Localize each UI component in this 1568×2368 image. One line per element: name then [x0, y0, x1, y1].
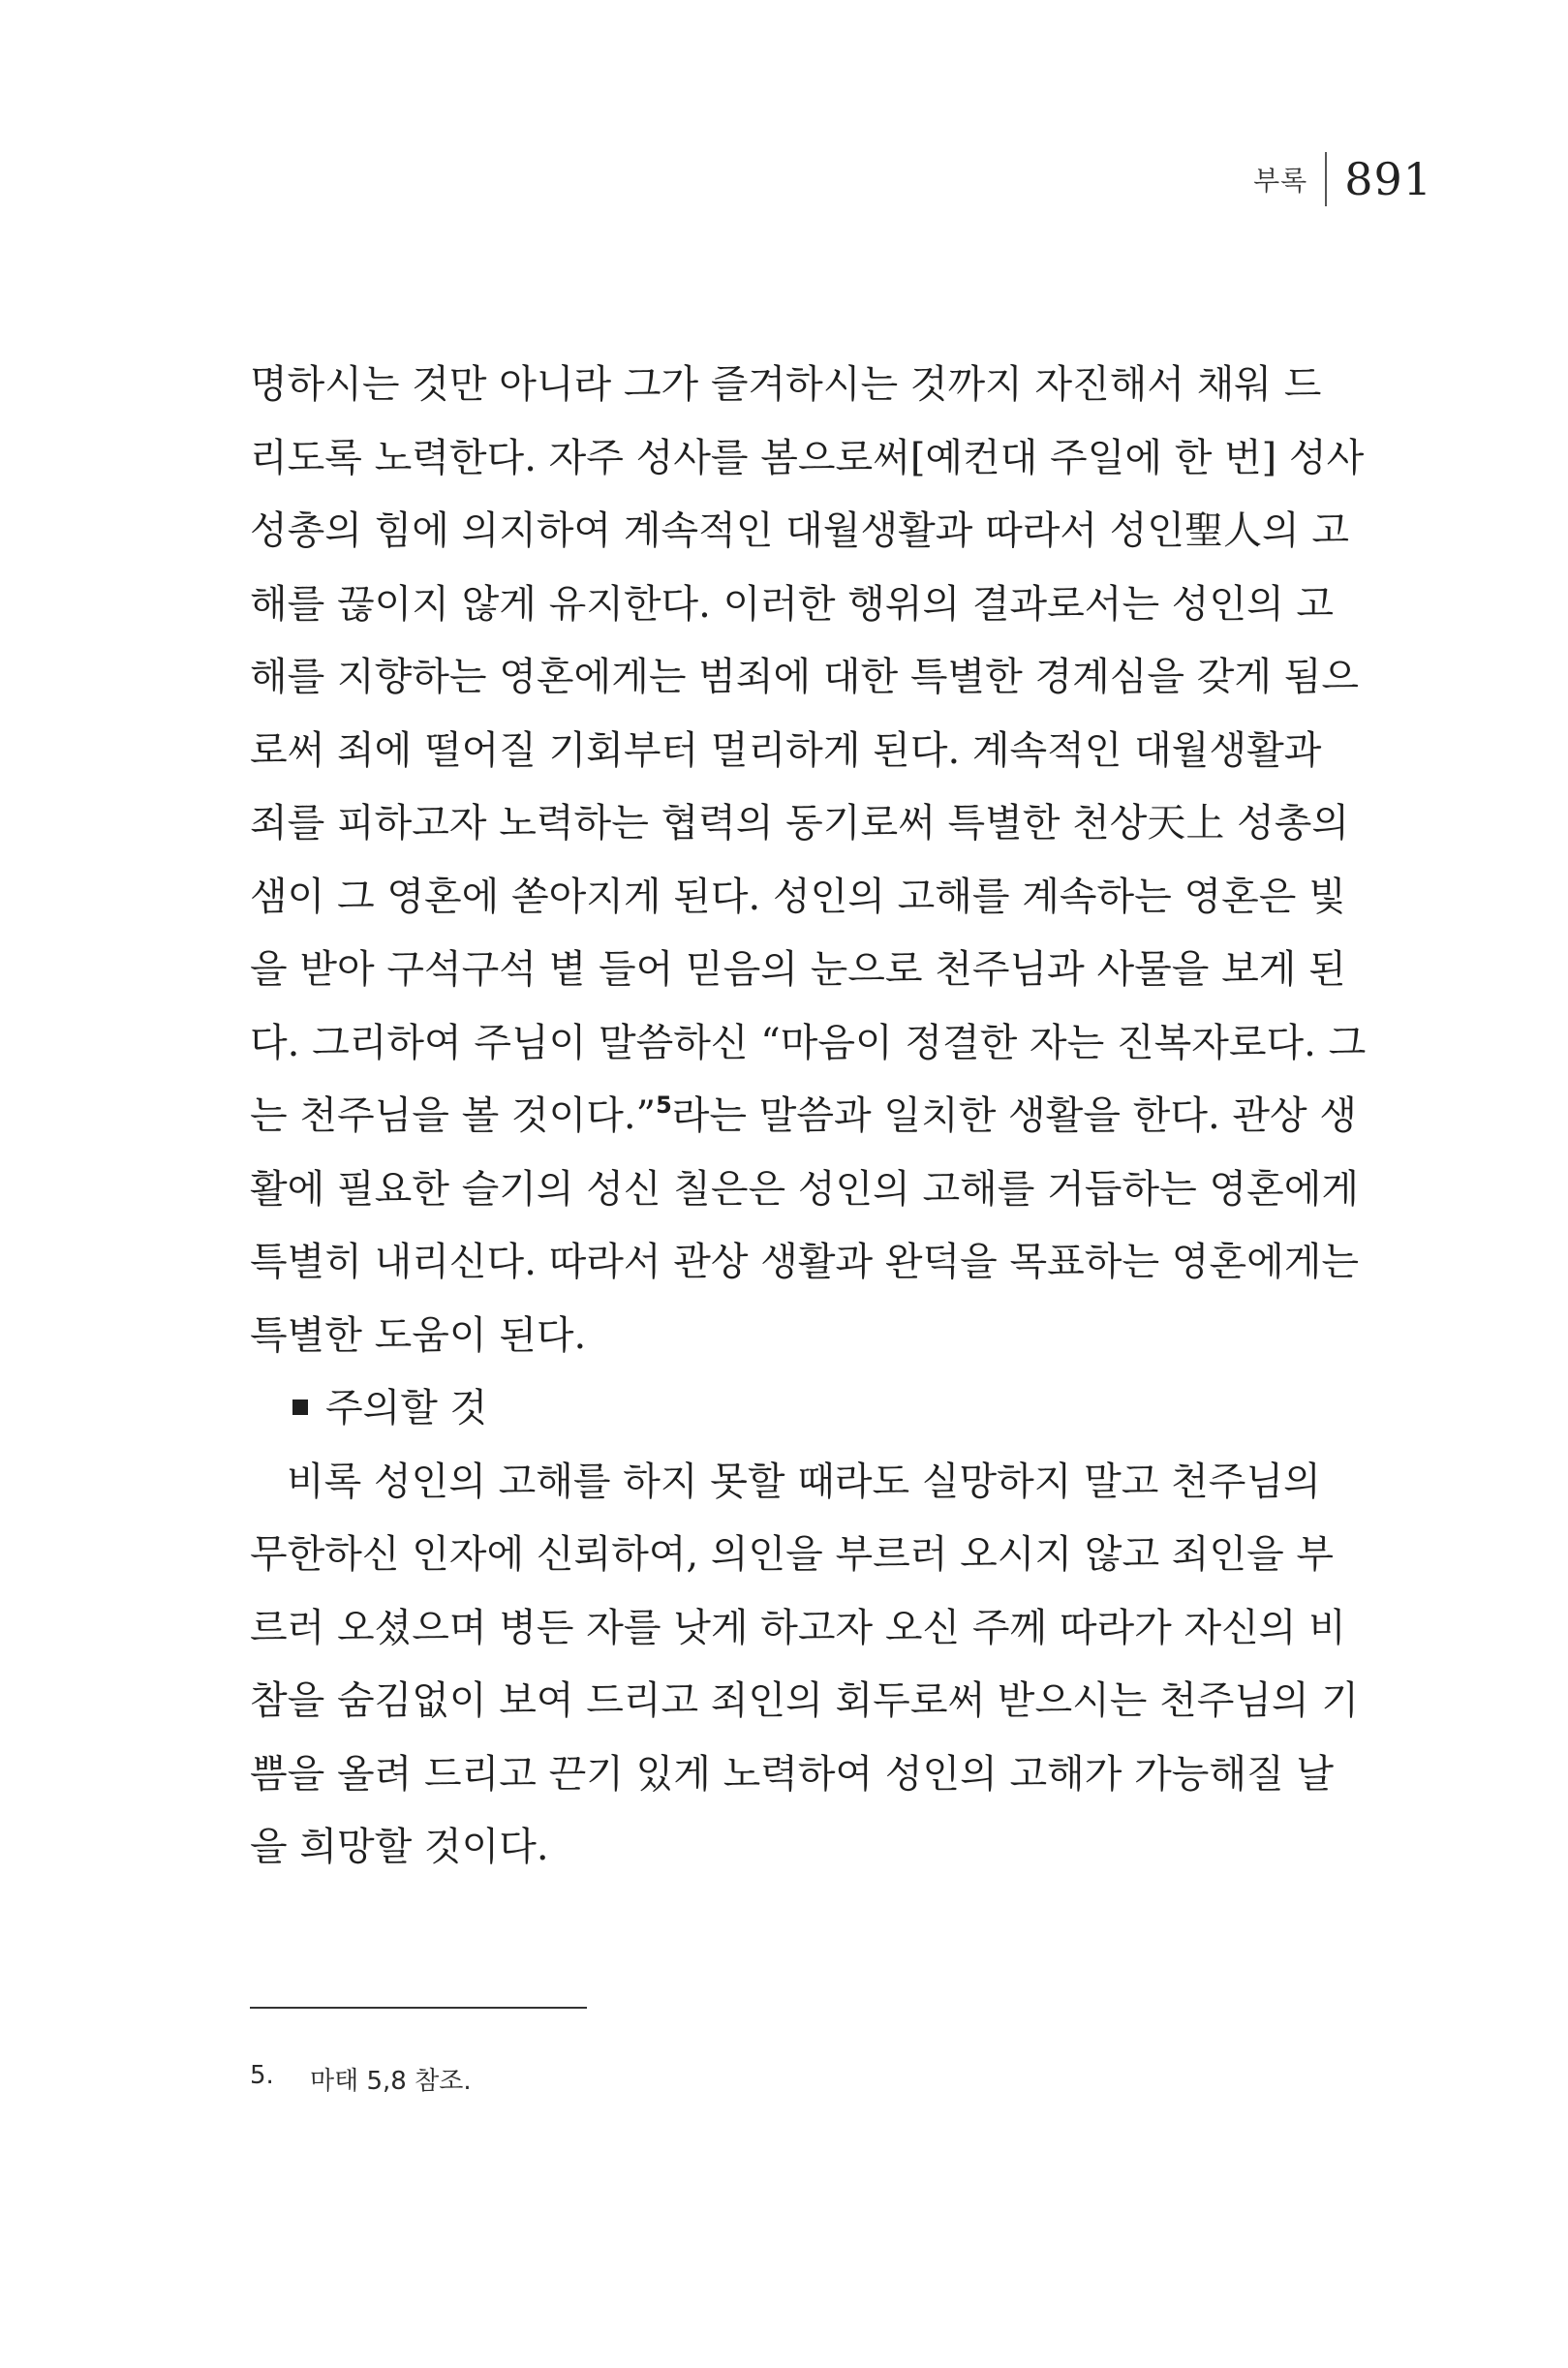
text-line: 다. 그리하여 주님이 말씀하신 “마음이 정결한 자는 진복자로다. 그 — [250, 1020, 1367, 1065]
footnote — [250, 2061, 472, 2097]
text-line: 을 희망할 것이다. — [250, 1825, 549, 1869]
footnote-reference[interactable]: 5 — [656, 1092, 672, 1119]
text-line: 해를 끊이지 않게 유지한다. 이러한 행위의 결과로서는 성인의 고 — [250, 581, 1335, 627]
running-header — [1253, 145, 1432, 213]
text-line: 해를 지향하는 영혼에게는 범죄에 대한 특별한 경계심을 갖게 됨으 — [250, 655, 1359, 699]
text-line: 성총의 힘에 의지하여 계속적인 대월생활과 따라서 성인聖人의 고 — [250, 508, 1350, 553]
subheading-text: 주의할 것 — [325, 1386, 488, 1430]
main-text — [250, 349, 1367, 1885]
text-line: 죄를 피하고자 노력하는 협력의 동기로써 특별한 천상天上 성총의 — [250, 801, 1350, 846]
text-line: 비록 성인의 고해를 하지 못할 때라도 실망하지 말고 천주님의 — [287, 1459, 1321, 1504]
text-line: 을 받아 구석구석 볕 들어 믿음의 눈으로 천주님과 사물을 보게 된 — [250, 947, 1346, 992]
subheading — [250, 1372, 1319, 1446]
page-number: 891 — [1344, 153, 1432, 205]
text-line: 특별히 내리신다. 따라서 관상 생활과 완덕을 목표하는 영혼에게는 — [250, 1240, 1359, 1284]
footnote-text: 마태 5,8 참조. — [310, 2067, 472, 2096]
text-line: 무한하신 인자에 신뢰하여, 의인을 부르러 오시지 않고 죄인을 부 — [250, 1532, 1335, 1577]
paragraph-1 — [250, 349, 1367, 1372]
footnote-number: 5. — [250, 2061, 274, 2090]
square-bullet-icon — [292, 1399, 308, 1415]
text-segment: 라는 말씀과 일치한 생활을 한다. 관상 생 — [671, 1093, 1358, 1138]
text-line: 쁨을 올려 드리고 끈기 있게 노력하여 성인의 고해가 가능해질 날 — [250, 1751, 1335, 1797]
paragraph-2 — [250, 1446, 1359, 1885]
text-line: 샘이 그 영혼에 쏟아지게 된다. 성인의 고해를 계속하는 영혼은 빛 — [250, 874, 1346, 919]
text-line: 명하시는 것만 아니라 그가 즐겨하시는 것까지 자진해서 채워 드 — [250, 362, 1322, 407]
text-segment: 는 천주님을 볼 것이다.” — [250, 1093, 657, 1138]
text-line: 르러 오셨으며 병든 자를 낫게 하고자 오신 주께 따라가 자신의 비 — [250, 1605, 1346, 1650]
text-line: 특별한 도움이 된다. — [250, 1312, 587, 1358]
footnote-divider — [250, 2007, 587, 2009]
text-line: 로써 죄에 떨어질 기회부터 멀리하게 된다. 계속적인 대월생활과 — [250, 727, 1322, 773]
text-line-with-footnote — [250, 1080, 1358, 1153]
text-line: 리도록 노력한다. 자주 성사를 봄으로써[예컨대 주일에 한 번] 성사 — [250, 435, 1365, 480]
text-line: 활에 필요한 슬기의 성신 칠은은 성인의 고해를 거듭하는 영혼에게 — [250, 1166, 1359, 1212]
text-line: 참을 숨김없이 보여 드리고 죄인의 회두로써 받으시는 천주님의 기 — [250, 1678, 1359, 1723]
header-divider — [1325, 152, 1327, 206]
section-title: 부록 — [1253, 165, 1308, 197]
